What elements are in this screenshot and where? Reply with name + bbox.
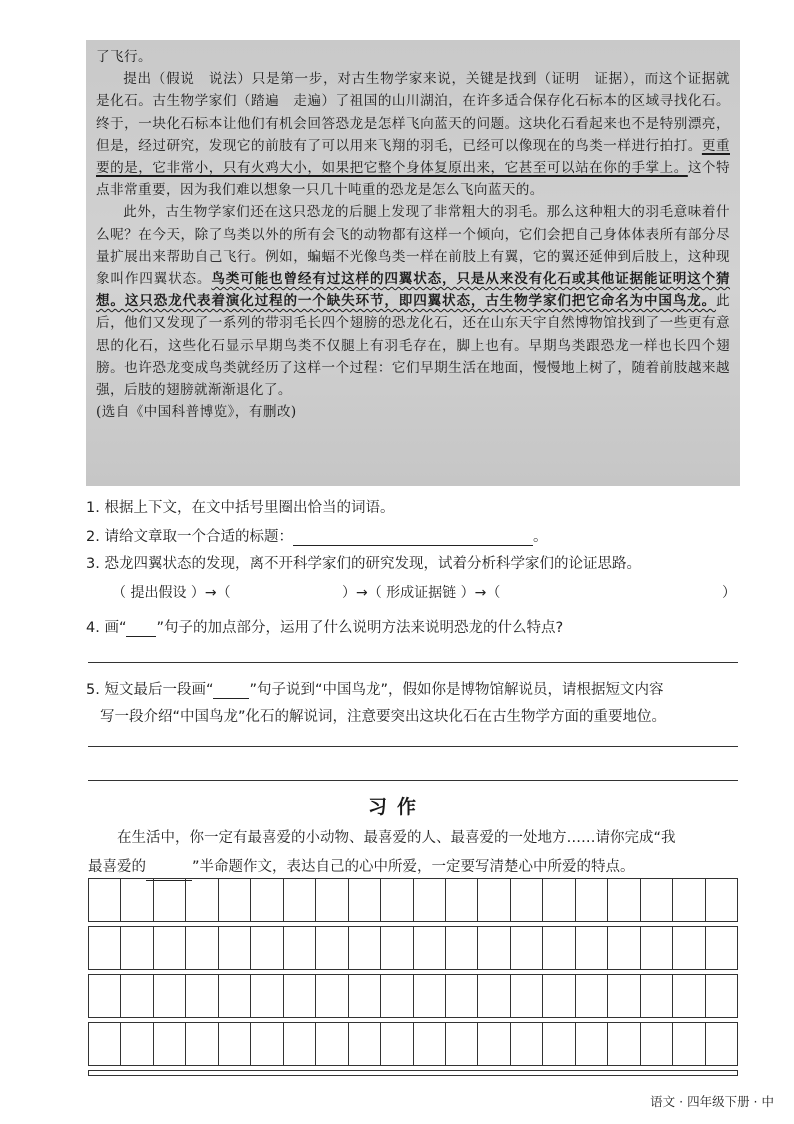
grid-cell[interactable] (414, 975, 446, 1017)
grid-cell[interactable] (284, 975, 316, 1017)
grid-cell[interactable] (316, 927, 348, 969)
essay-prompt-line-2 (88, 852, 738, 881)
grid-cell[interactable] (543, 975, 575, 1017)
answer-line-q4[interactable] (88, 662, 738, 663)
grid-cell[interactable] (641, 927, 673, 969)
title-answer-blank[interactable] (293, 529, 533, 546)
passage-text: 提出 (123, 71, 152, 88)
grid-cell[interactable] (284, 879, 316, 921)
underline-sample (126, 620, 156, 637)
grid-cell[interactable] (706, 1023, 737, 1065)
grid-cell[interactable] (219, 879, 251, 921)
grid-cell[interactable] (576, 879, 608, 921)
grid-cell[interactable] (478, 927, 510, 969)
passage-text: 了祖国的山川湖泊，在许多适合保存化石标本的区域寻找化石。终于，一块化石标本让他们有机会回答恐龙是怎样飞向蓝天的问题。这块化石看起来也不是特别漂亮，但是，经过研究，发现它的前肢有了可以用来飞翔的羽毛，已经可以像现在的鸟类一样进行拍打。 (96, 93, 730, 154)
grid-cell[interactable] (121, 975, 153, 1017)
passage-text: 这个特点非常重要，因为我们难以想象一只几十吨重的恐龙是怎么飞向蓝天的。 (96, 160, 731, 199)
grid-cell[interactable] (608, 927, 640, 969)
grid-cell[interactable] (673, 975, 705, 1017)
question-2-text: 2. 请给文章取一个合适的标题： (86, 529, 293, 545)
grid-cell[interactable] (219, 1023, 251, 1065)
grid-cell[interactable] (543, 879, 575, 921)
essay-prompt-text: ”半命题作文，表达自己的心中所爱，一定要写清楚心中所爱的特点。 (192, 859, 635, 875)
grid-cell[interactable] (154, 1023, 186, 1065)
underlined-sentence: 更重要的是，它非常小，只有火鸡大小，如果把它整个身体复原出来，它甚至可以站在你的手掌上。 (96, 137, 730, 177)
grid-cell[interactable] (121, 879, 153, 921)
grid-cell[interactable] (251, 1023, 283, 1065)
reasoning-step-1: （ 提出假设 ）→（ (112, 585, 231, 601)
grid-cell[interactable] (219, 975, 251, 1017)
grid-cell[interactable] (381, 879, 413, 921)
grid-cell[interactable] (284, 1023, 316, 1065)
passage-source: (选自《中国科普博览》，有删改) (96, 404, 297, 421)
grid-cell[interactable] (608, 1023, 640, 1065)
word-choice-bracket-2[interactable]: （证明 证据） (537, 71, 631, 88)
passage-paragraph-1 (96, 68, 730, 201)
question-4-text: ”句子的加点部分，运用了什么说明方法来说明恐龙的什么特点? (156, 620, 564, 636)
essay-writing-grid[interactable] (88, 878, 738, 1080)
grid-cell[interactable] (543, 927, 575, 969)
grid-row[interactable] (88, 878, 738, 922)
grid-cell[interactable] (251, 927, 283, 969)
essay-prompt-text: 最喜爱的 (88, 859, 146, 875)
grid-cell[interactable] (706, 927, 737, 969)
essay-title: 习作 (367, 796, 426, 818)
grid-cell[interactable] (673, 927, 705, 969)
grid-cell[interactable] (316, 975, 348, 1017)
grid-cell[interactable] (641, 1023, 673, 1065)
question-5-continued: 写一段介绍“中国鸟龙”化石的解说词，注意要突出这块化石在古生物学方面的重要地位。 (100, 709, 667, 725)
grid-cell[interactable] (543, 1023, 575, 1065)
grid-cell[interactable] (89, 927, 121, 969)
grid-cell[interactable] (641, 879, 673, 921)
reading-passage (86, 40, 740, 486)
grid-cell[interactable] (673, 879, 705, 921)
question-5 (86, 678, 664, 699)
grid-cell[interactable] (89, 975, 121, 1017)
grid-cell[interactable] (511, 927, 543, 969)
grid-cell[interactable] (511, 1023, 543, 1065)
reasoning-step-end: ） (722, 585, 736, 601)
passage-text: ，而这个证据就是化石。古生物学家们 (96, 71, 730, 110)
essay-prompt-line-1: 在生活中，你一定有最喜爱的小动物、最喜爱的人、最喜爱的一处地方……请你完成“我 (117, 830, 676, 846)
passage-text: 此外，古生物学家们还在这只恐龙的后腿上发现了非常粗大的羽毛。那么这种粗大的羽毛意味着什么呢？在今天，除了鸟类以外的所有会飞的动物都有这样一个倾向，它们会把自己身体体表所有部分尽量扩展出来帮助自己飞行。例如，蝙蝠不光像鸟类一样在前肢上有翼，它的翼还延伸到后肢上，这种现象叫作四翼状态。 (96, 204, 730, 288)
grid-cell[interactable] (414, 879, 446, 921)
grid-cell[interactable] (89, 1023, 121, 1065)
word-choice-bracket-3[interactable]: （踏遍 走遍） (236, 93, 336, 110)
question-5-text: ”句子说到“中国鸟龙”，假如你是博物馆解说员，请根据短文内容 (249, 682, 664, 698)
grid-cell[interactable] (349, 975, 381, 1017)
grid-cell[interactable] (478, 975, 510, 1017)
grid-cell[interactable] (186, 927, 218, 969)
reasoning-step-3: ）→（ 形成证据链 ）→（ (342, 585, 501, 601)
passage-text: 此后，他们又发现了一系列的带羽毛长四个翅膀的恐龙化石，还在山东天宇自然博物馆找到了一些更有意思的化石，这些化石显示早期鸟类不仅腿上有羽毛存在，脚上也有。早期鸟类跟恐龙一样也长四个翅膀。也许恐龙变成鸟类就经历了这样一个过程：它们早期生活在地面，慢慢地上树了，随着前肢越来越强，后肢的翅膀就渐渐退化了。 (96, 293, 730, 399)
passage-paragraph-2 (96, 201, 730, 401)
grid-cell[interactable] (706, 879, 737, 921)
grid-cell[interactable] (446, 927, 478, 969)
grid-cell[interactable] (673, 1023, 705, 1065)
grid-cell[interactable] (511, 975, 543, 1017)
grid-cell[interactable] (381, 975, 413, 1017)
question-4-text: 4. 画“ (86, 620, 127, 636)
grid-cell[interactable] (186, 879, 218, 921)
grid-cell[interactable] (641, 975, 673, 1017)
grid-cell[interactable] (414, 1023, 446, 1065)
passage-text: 只是第一步，对古生物学家来说，关键是找到 (251, 71, 538, 88)
grid-cell[interactable] (219, 927, 251, 969)
grid-cell[interactable] (576, 1023, 608, 1065)
question-5-text: 5. 短文最后一段画“ (86, 682, 214, 698)
grid-row-partial (88, 1070, 738, 1076)
grid-cell[interactable] (154, 879, 186, 921)
grid-cell[interactable] (446, 879, 478, 921)
grid-cell[interactable] (186, 1023, 218, 1065)
grid-cell[interactable] (154, 927, 186, 969)
question-1: 1. 根据上下文，在文中括号里圈出恰当的词语。 (86, 500, 395, 516)
grid-row[interactable] (88, 1022, 738, 1066)
grid-cell[interactable] (349, 927, 381, 969)
word-choice-bracket-1[interactable]: （假说 说法） (151, 71, 252, 88)
answer-line-q5-2[interactable] (88, 780, 738, 781)
grid-cell[interactable] (284, 927, 316, 969)
grid-cell[interactable] (706, 975, 737, 1017)
grid-cell[interactable] (89, 879, 121, 921)
grid-cell[interactable] (478, 879, 510, 921)
grid-cell[interactable] (446, 975, 478, 1017)
grid-cell[interactable] (154, 975, 186, 1017)
question-3: 3. 恐龙四翼状态的发现，离不开科学家们的研究发现，试着分析科学家们的论证思路。 (86, 556, 641, 572)
grid-cell[interactable] (446, 1023, 478, 1065)
grid-cell[interactable] (316, 1023, 348, 1065)
grid-cell[interactable] (414, 927, 446, 969)
grid-row[interactable] (88, 974, 738, 1018)
grid-cell[interactable] (576, 927, 608, 969)
answer-line-q5-1[interactable] (88, 746, 738, 747)
question-2-end: 。 (532, 529, 548, 545)
grid-cell[interactable] (316, 879, 348, 921)
grid-cell[interactable] (381, 1023, 413, 1065)
question-4 (86, 616, 563, 637)
grid-row[interactable] (88, 926, 738, 970)
grid-cell[interactable] (608, 879, 640, 921)
question-2 (86, 525, 547, 546)
grid-cell[interactable] (251, 975, 283, 1017)
grid-cell[interactable] (511, 879, 543, 921)
underline-sample (213, 682, 249, 699)
grid-cell[interactable] (478, 1023, 510, 1065)
passage-line-0: 了飞行。 (96, 49, 152, 65)
essay-title-blank[interactable] (146, 852, 192, 881)
grid-cell[interactable] (349, 1023, 381, 1065)
grid-cell[interactable] (608, 975, 640, 1017)
page-footer: 语文 · 四年级下册 · 中 (650, 1094, 774, 1109)
grid-cell[interactable] (576, 975, 608, 1017)
grid-cell[interactable] (251, 879, 283, 921)
grid-cell[interactable] (186, 975, 218, 1017)
wavy-underlined-sentence: 鸟类可能也曾经有过这样的四翼状态，只是从来没有化石或其他证据能证明这个猜想。这只恐龙代表着演化过程的一个缺失环节，即四翼状态，古生物学家们把它命名为中国鸟龙。 (96, 271, 730, 310)
grid-cell[interactable] (349, 879, 381, 921)
grid-cell[interactable] (381, 927, 413, 969)
grid-cell[interactable] (121, 1023, 153, 1065)
grid-cell[interactable] (121, 927, 153, 969)
